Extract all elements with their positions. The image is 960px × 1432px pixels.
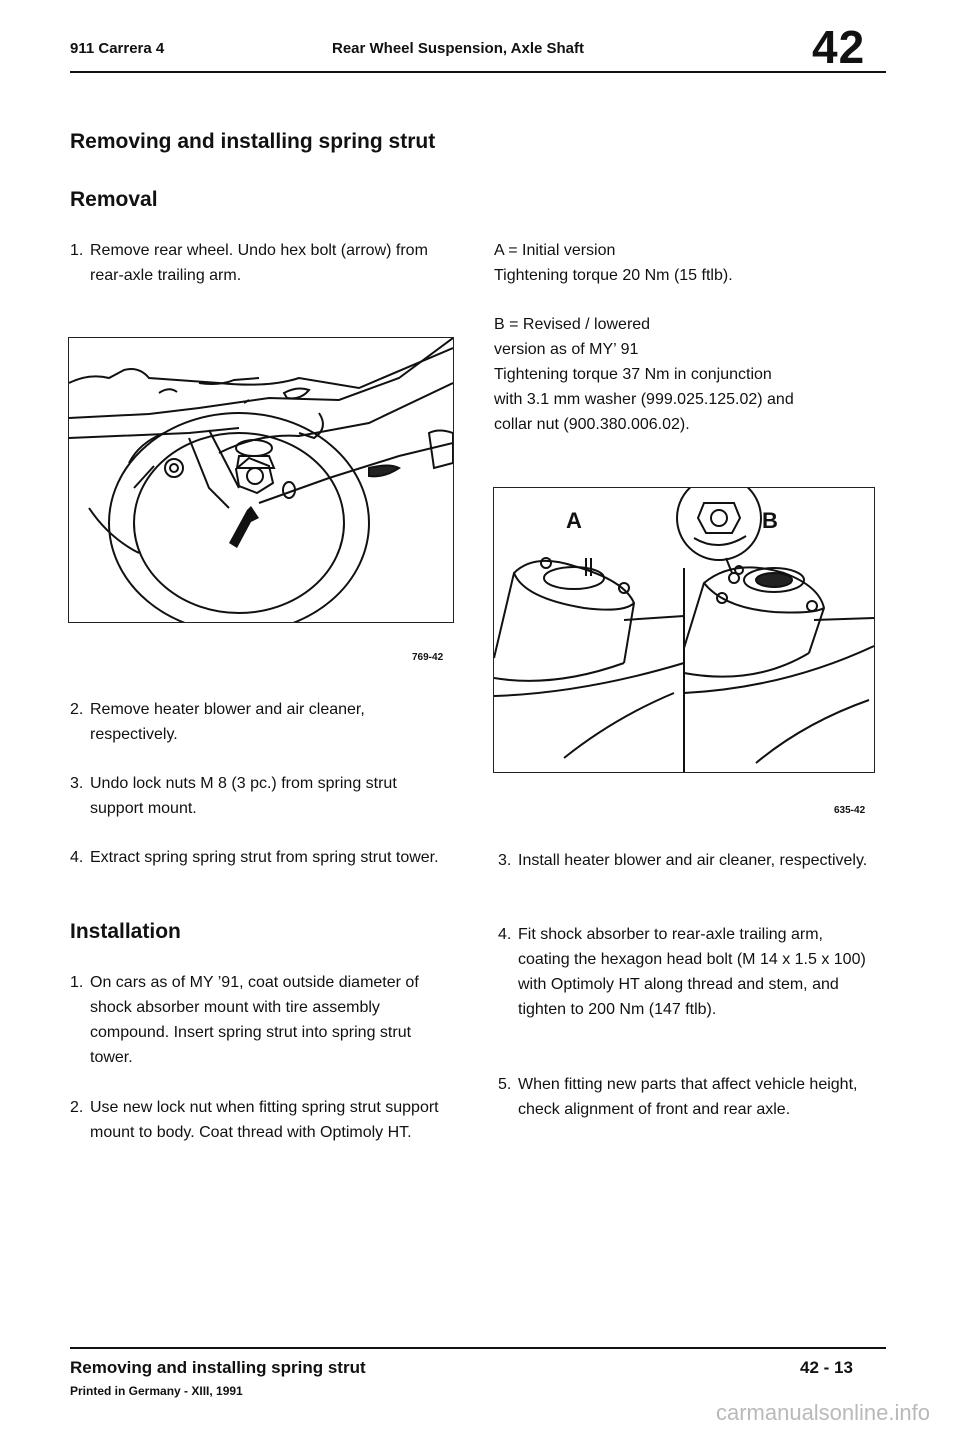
version-b-line-5: collar nut (900.380.006.02).: [494, 416, 690, 433]
version-b-line-3: Tightening torque 37 Nm in conjunction: [494, 366, 772, 383]
watermark: carmanualsonline.info: [715, 1400, 930, 1425]
removal-step-2: [70, 697, 450, 747]
step-text: On cars as of MY ’91, coat outside diameter of shock absorber mount with tire assembly compound. Insert spring strut into spring strut tower.: [90, 974, 419, 1066]
trailing-arm-illustration: [69, 338, 453, 622]
right-step-5: [498, 1072, 878, 1122]
figure-trailing-arm: [68, 337, 454, 623]
removal-step-4: [70, 845, 450, 870]
step-text: Undo lock nuts M 8 (3 pc.) from spring strut support mount.: [90, 775, 397, 817]
right-step-3: [498, 848, 878, 873]
version-b-line-4: with 3.1 mm washer (999.025.125.02) and: [494, 391, 794, 408]
step-number: 3.: [70, 775, 84, 792]
figure-strut-mounts: [493, 487, 875, 773]
step-number: 1.: [70, 242, 84, 259]
version-b-text: [494, 312, 894, 437]
removal-heading: Removal: [70, 188, 158, 211]
header-section: Rear Wheel Suspension, Axle Shaft: [332, 40, 585, 57]
figure-2-caption: 635-42: [834, 805, 866, 816]
version-a-text: [494, 238, 894, 288]
step-text: Install heater blower and air cleaner, respectively.: [518, 852, 868, 869]
version-b-line-2: version as of MY’ 91: [494, 341, 639, 358]
fig2-label-a: A: [566, 508, 582, 533]
step-text: Remove heater blower and air cleaner, respectively.: [90, 701, 365, 743]
removal-step-1: [70, 238, 450, 288]
header-rule: [70, 71, 886, 73]
step-text: Remove rear wheel. Undo hex bolt (arrow) from rear-axle trailing arm.: [90, 242, 428, 284]
installation-heading: Installation: [70, 920, 181, 943]
footer-title: Removing and installing spring strut: [70, 1358, 366, 1377]
step-number: 1.: [70, 974, 84, 991]
strut-mount-illustration: [494, 488, 874, 772]
fig2-label-b: B: [762, 508, 778, 533]
version-a-line-1: A = Initial version: [494, 242, 616, 259]
page-title: Removing and installing spring strut: [70, 130, 436, 153]
footer-rule: [70, 1347, 886, 1349]
step-text: Extract spring spring strut from spring strut tower.: [90, 849, 439, 866]
step-number: 3.: [498, 852, 512, 869]
version-b-line-1: B = Revised / lowered: [494, 316, 651, 333]
header-model: 911 Carrera 4: [70, 40, 165, 57]
step-text: Use new lock nut when fitting spring strut support mount to body. Coat thread with Optimoly HT.: [90, 1099, 439, 1141]
step-number: 4.: [70, 849, 84, 866]
removal-step-3: [70, 771, 450, 821]
step-text: Fit shock absorber to rear-axle trailing arm, coating the hexagon head bolt (M 14 x 1.5 x 100) with Optimoly HT along thread and stem, and tighten to 200 Nm (147 ftlb).: [518, 926, 866, 1018]
step-number: 5.: [498, 1076, 512, 1093]
step-text: When fitting new parts that affect vehicle height, check alignment of front and rear axle.: [518, 1076, 858, 1118]
right-step-4: [498, 922, 878, 1022]
footer-printed: Printed in Germany - XIII, 1991: [70, 1384, 243, 1398]
step-number: 4.: [498, 926, 512, 943]
step-number: 2.: [70, 1099, 84, 1116]
installation-step-2: [70, 1095, 440, 1145]
chapter-number: 42: [812, 21, 866, 73]
version-a-line-2: Tightening torque 20 Nm (15 ftlb).: [494, 267, 733, 284]
footer-page-number: 42 - 13: [800, 1358, 853, 1377]
figure-1-caption: 769-42: [412, 652, 444, 663]
step-number: 2.: [70, 701, 84, 718]
installation-step-1: [70, 970, 440, 1070]
